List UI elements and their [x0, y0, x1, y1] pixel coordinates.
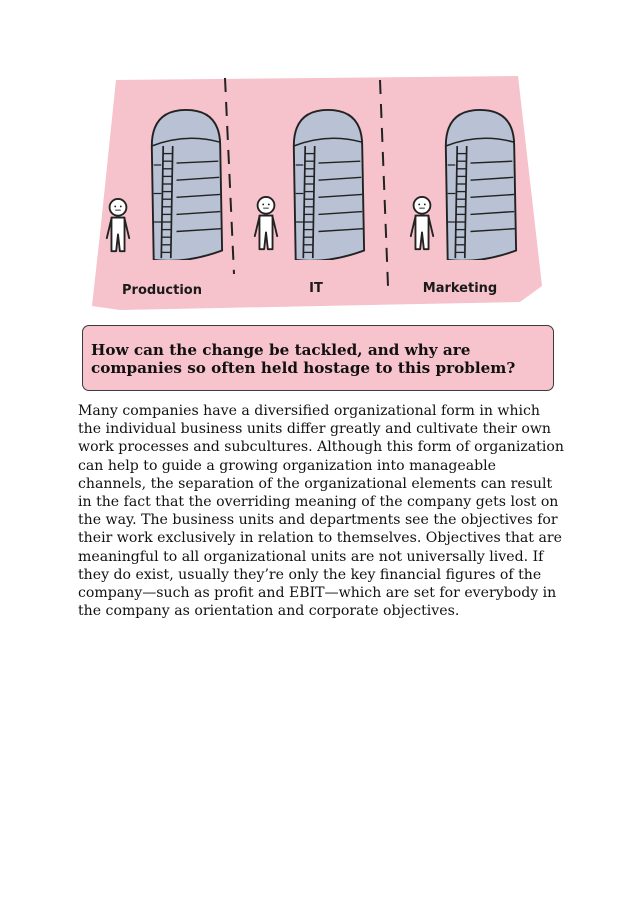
silo-icon: [446, 110, 516, 261]
silo-icon: [152, 110, 222, 261]
callout-box: [82, 325, 554, 391]
silo-icon: [294, 110, 364, 261]
silo-label-it: IT: [309, 281, 323, 296]
silo-label-production: Production: [122, 283, 202, 298]
body-paragraph: Many companies have a diversified organizational form in which the individual business units differ greatly and cultivate their own work processes and subcultures. Although this form of organization can help to guide a growing organization into manageable channels, the separation of the organizational elements can result in the fact that the overriding meaning of the company gets lost on the way. The business units and departments see the objectives for their work exclusively in relation to themselves. Objectives that are meaningful to all organizational units are not universally lived. If they do exist, usually they’re only the key financial figures of the company—such as profit and EBIT—which are set for everybody in the company as orientation and corporate objectives.: [78, 403, 564, 620]
silo-label-marketing: Marketing: [422, 281, 498, 296]
callout-question: How can the change be tackled, and why are companies so often held hostage to this problem?: [91, 341, 516, 377]
silo-illustration-svg: [90, 74, 546, 316]
silo-illustration: [90, 74, 546, 316]
